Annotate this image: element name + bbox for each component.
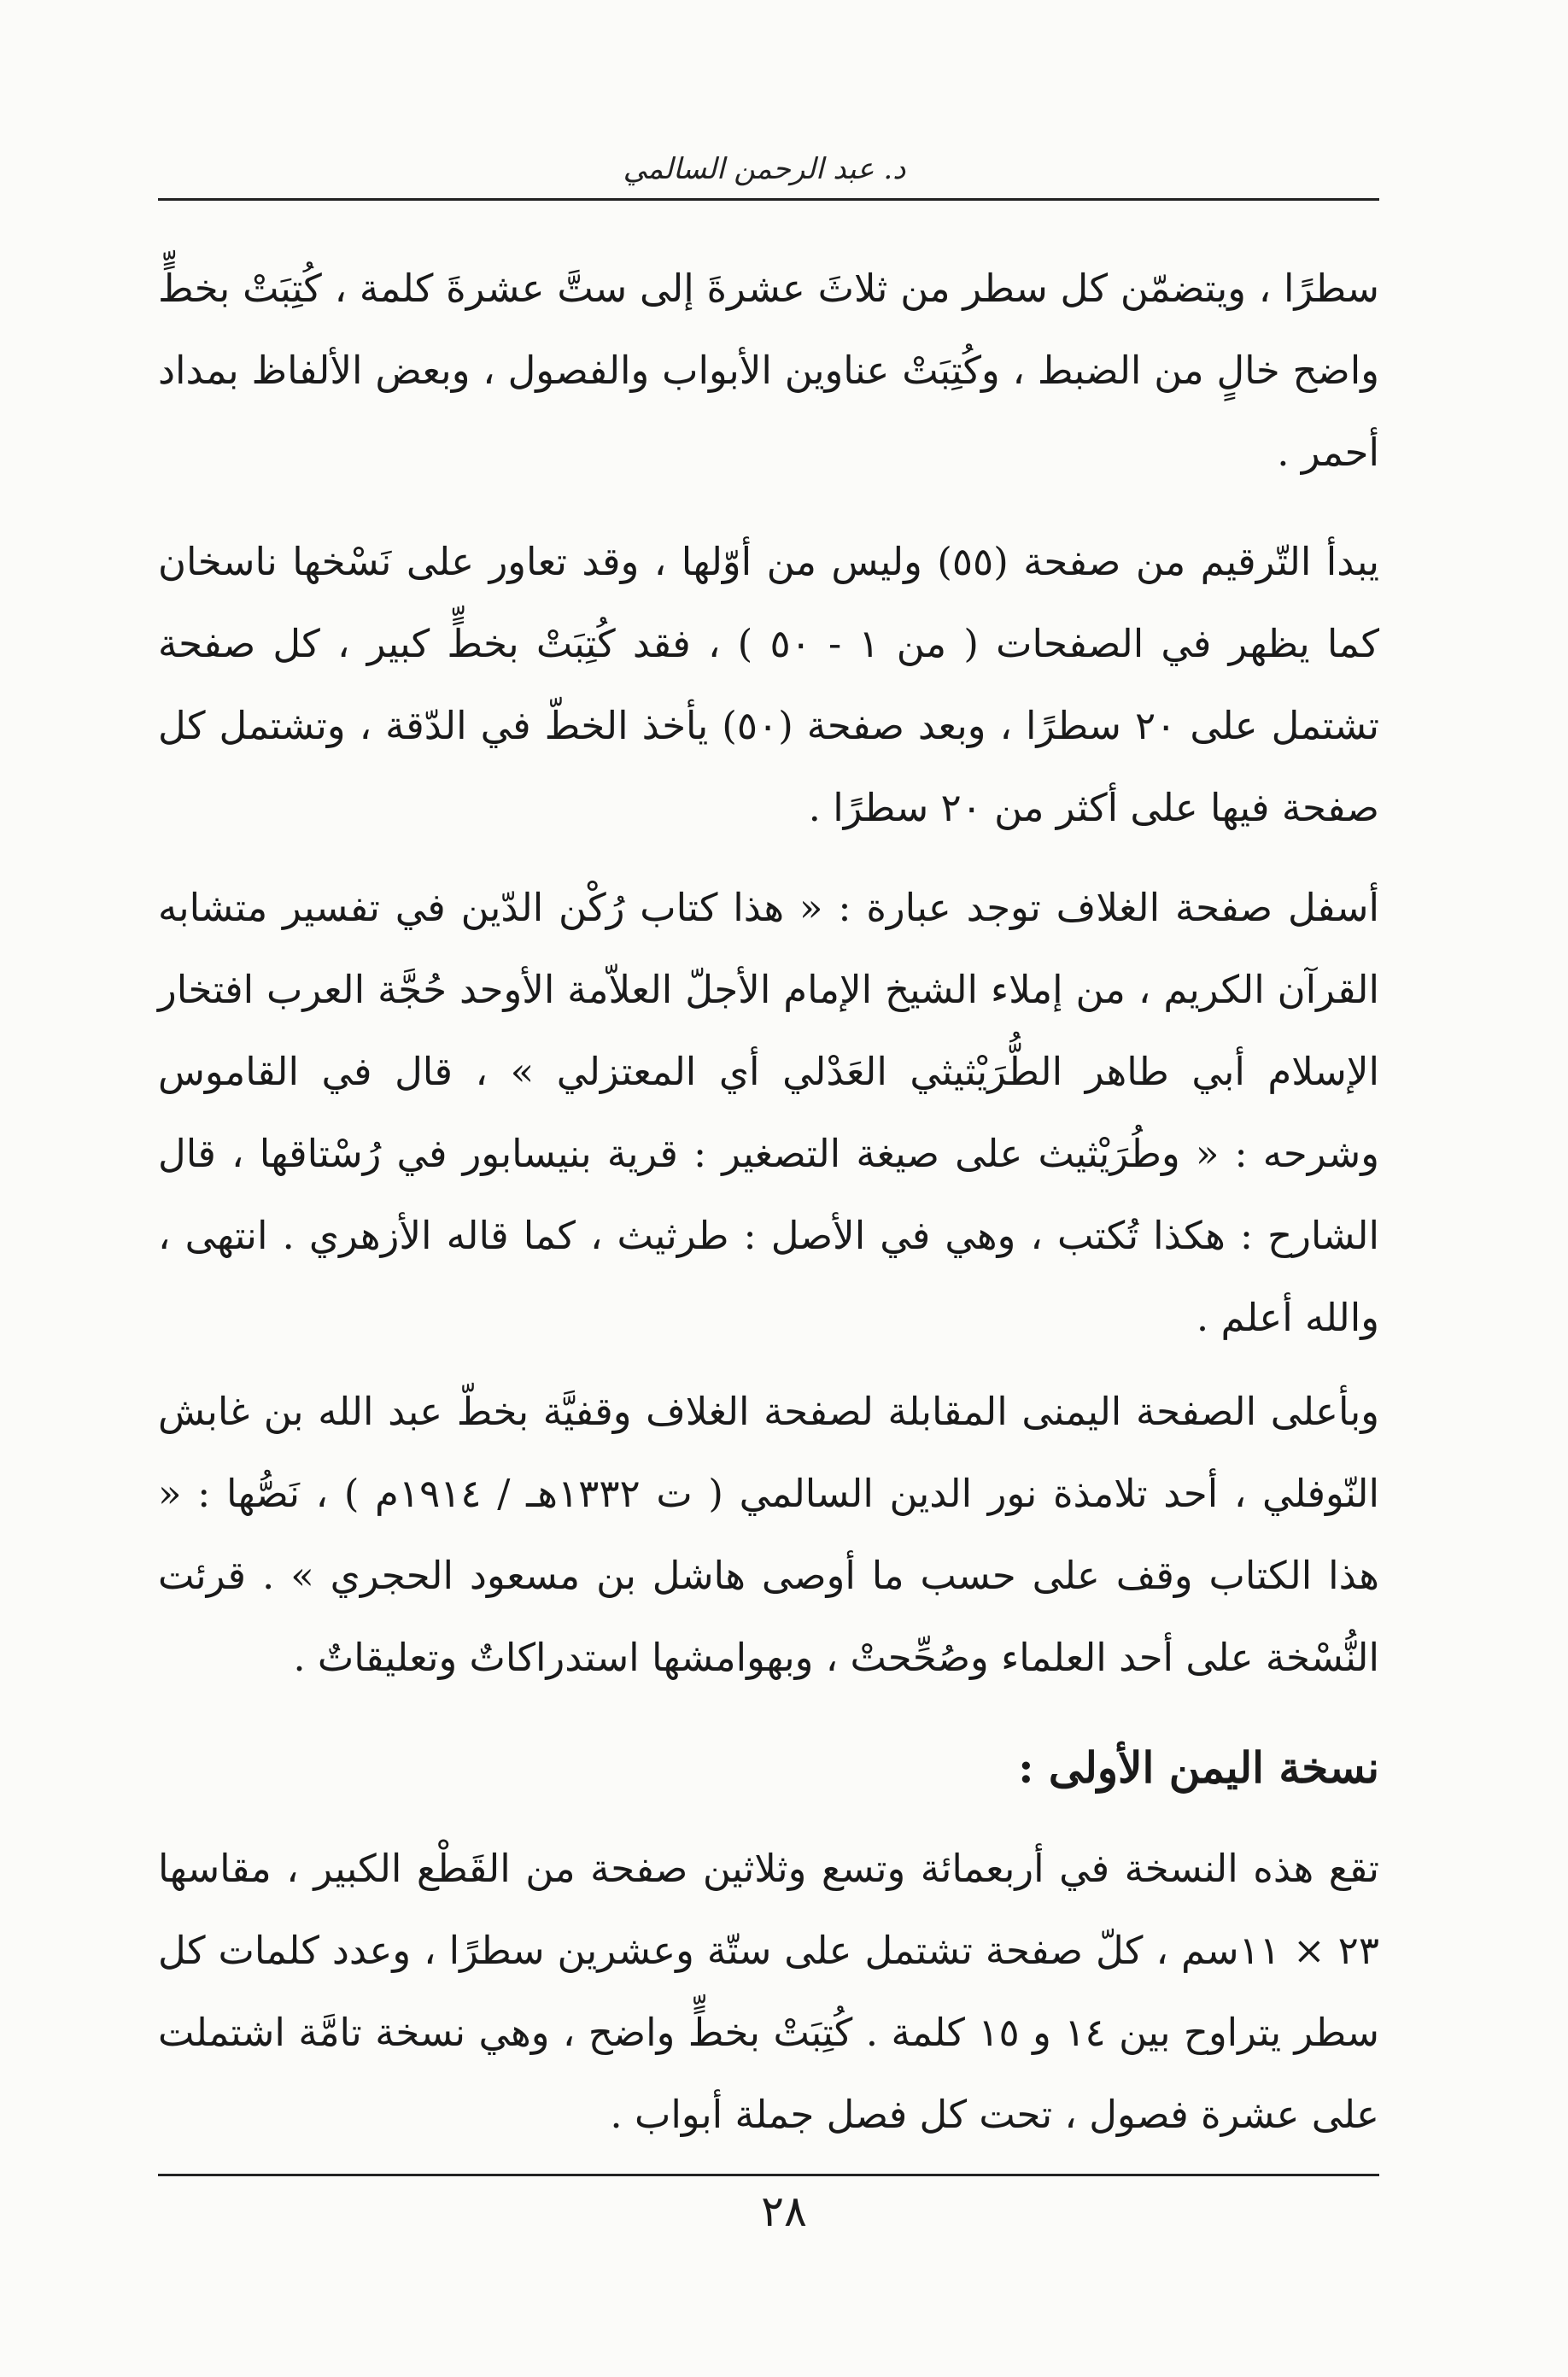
- paragraph-text: أسفل صفحة الغلاف توجد عبارة : « هذا كتاب رُكْن الدّين في تفسير متشابه القرآن الكريم ، من إملاء الشيخ الإمام الأجلّ العلاّمة الأوحد حُجَّة العرب افتخار الإسلام أبي طاهر الطُّرَيْثيثي العَدْلي أي المعتزلي » ، قال في القاموس وشرحه : « وطُرَيْثيث على صيغة التصغير : قرية بنيسابور في رُسْتاقها ، قال الشارح : هكذا تُكتب ، وهي في الأصل : طرثيث ، كما قاله الأزهري . انتهى ، والله أعلم .: [158, 885, 1379, 1340]
- paragraph-text: سطرًا ، ويتضمّن كل سطر من ثلاثَ عشرةَ إلى ستَّ عشرةَ كلمة ، كُتِبَتْ بخطٍّ واضح خالٍ من الضبط ، وكُتِبَتْ عناوين الأبواب والفصول ، وبعض الألفاظ بمداد أحمر .: [158, 266, 1379, 475]
- paragraph-text: تقع هذه النسخة في أربعمائة وتسع وثلاثين صفحة من القَطْع الكبير ، مقاسها ٢٣ × ١١سم ، كلّ صفحة تشتمل على ستّة وعشرين سطرًا ، وعدد كلمات كل سطر يتراوح بين ١٤ و ١٥ كلمة . كُتِبَتْ بخطٍّ واضح ، وهي نسخة تامَّة اشتملت على عشرة فصول ، تحت كل فصل جملة أبواب .: [158, 1846, 1380, 2137]
- footer-rule: [158, 2174, 1379, 2176]
- paragraph-text: وبأعلى الصفحة اليمنى المقابلة لصفحة الغلاف وقفيَّة بخطّ عبد الله بن غابش النّوفلي ، أحد تلامذة نور الدين السالمي ( ت ١٣٣٢هـ / ١٩١٤م ) ، نَصُّها : « هذا الكتاب وقف على حسب ما أوصى هاشل بن مسعود الحجري » . قرئت النُّسْخة على أحد العلماء وصُحِّحتْ ، وبهوامشها استدراكاتٌ وتعليقاتٌ .: [158, 1389, 1380, 1680]
- paragraph-text: يبدأ التّرقيم من صفحة (٥٥) وليس من أوّلها ، وقد تعاور على نَسْخها ناسخان كما يظهر في الصفحات ( من ١ - ٥٠ ) ، فقد كُتِبَتْ بخطٍّ كبير ، كل صفحة تشتمل على ٢٠ سطرًا ، وبعد صفحة (٥٠) يأخذ الخطّ في الدّقة ، وتشتمل كل صفحة فيها على أكثر من ٢٠ سطرًا .: [158, 539, 1380, 830]
- page-number: ٢٨: [761, 2187, 807, 2236]
- section-heading: نسخة اليمن الأولى :: [1018, 1742, 1379, 1793]
- header-rule: [158, 198, 1379, 201]
- running-head-author: د. عبد الرحمن السالمي: [623, 152, 906, 186]
